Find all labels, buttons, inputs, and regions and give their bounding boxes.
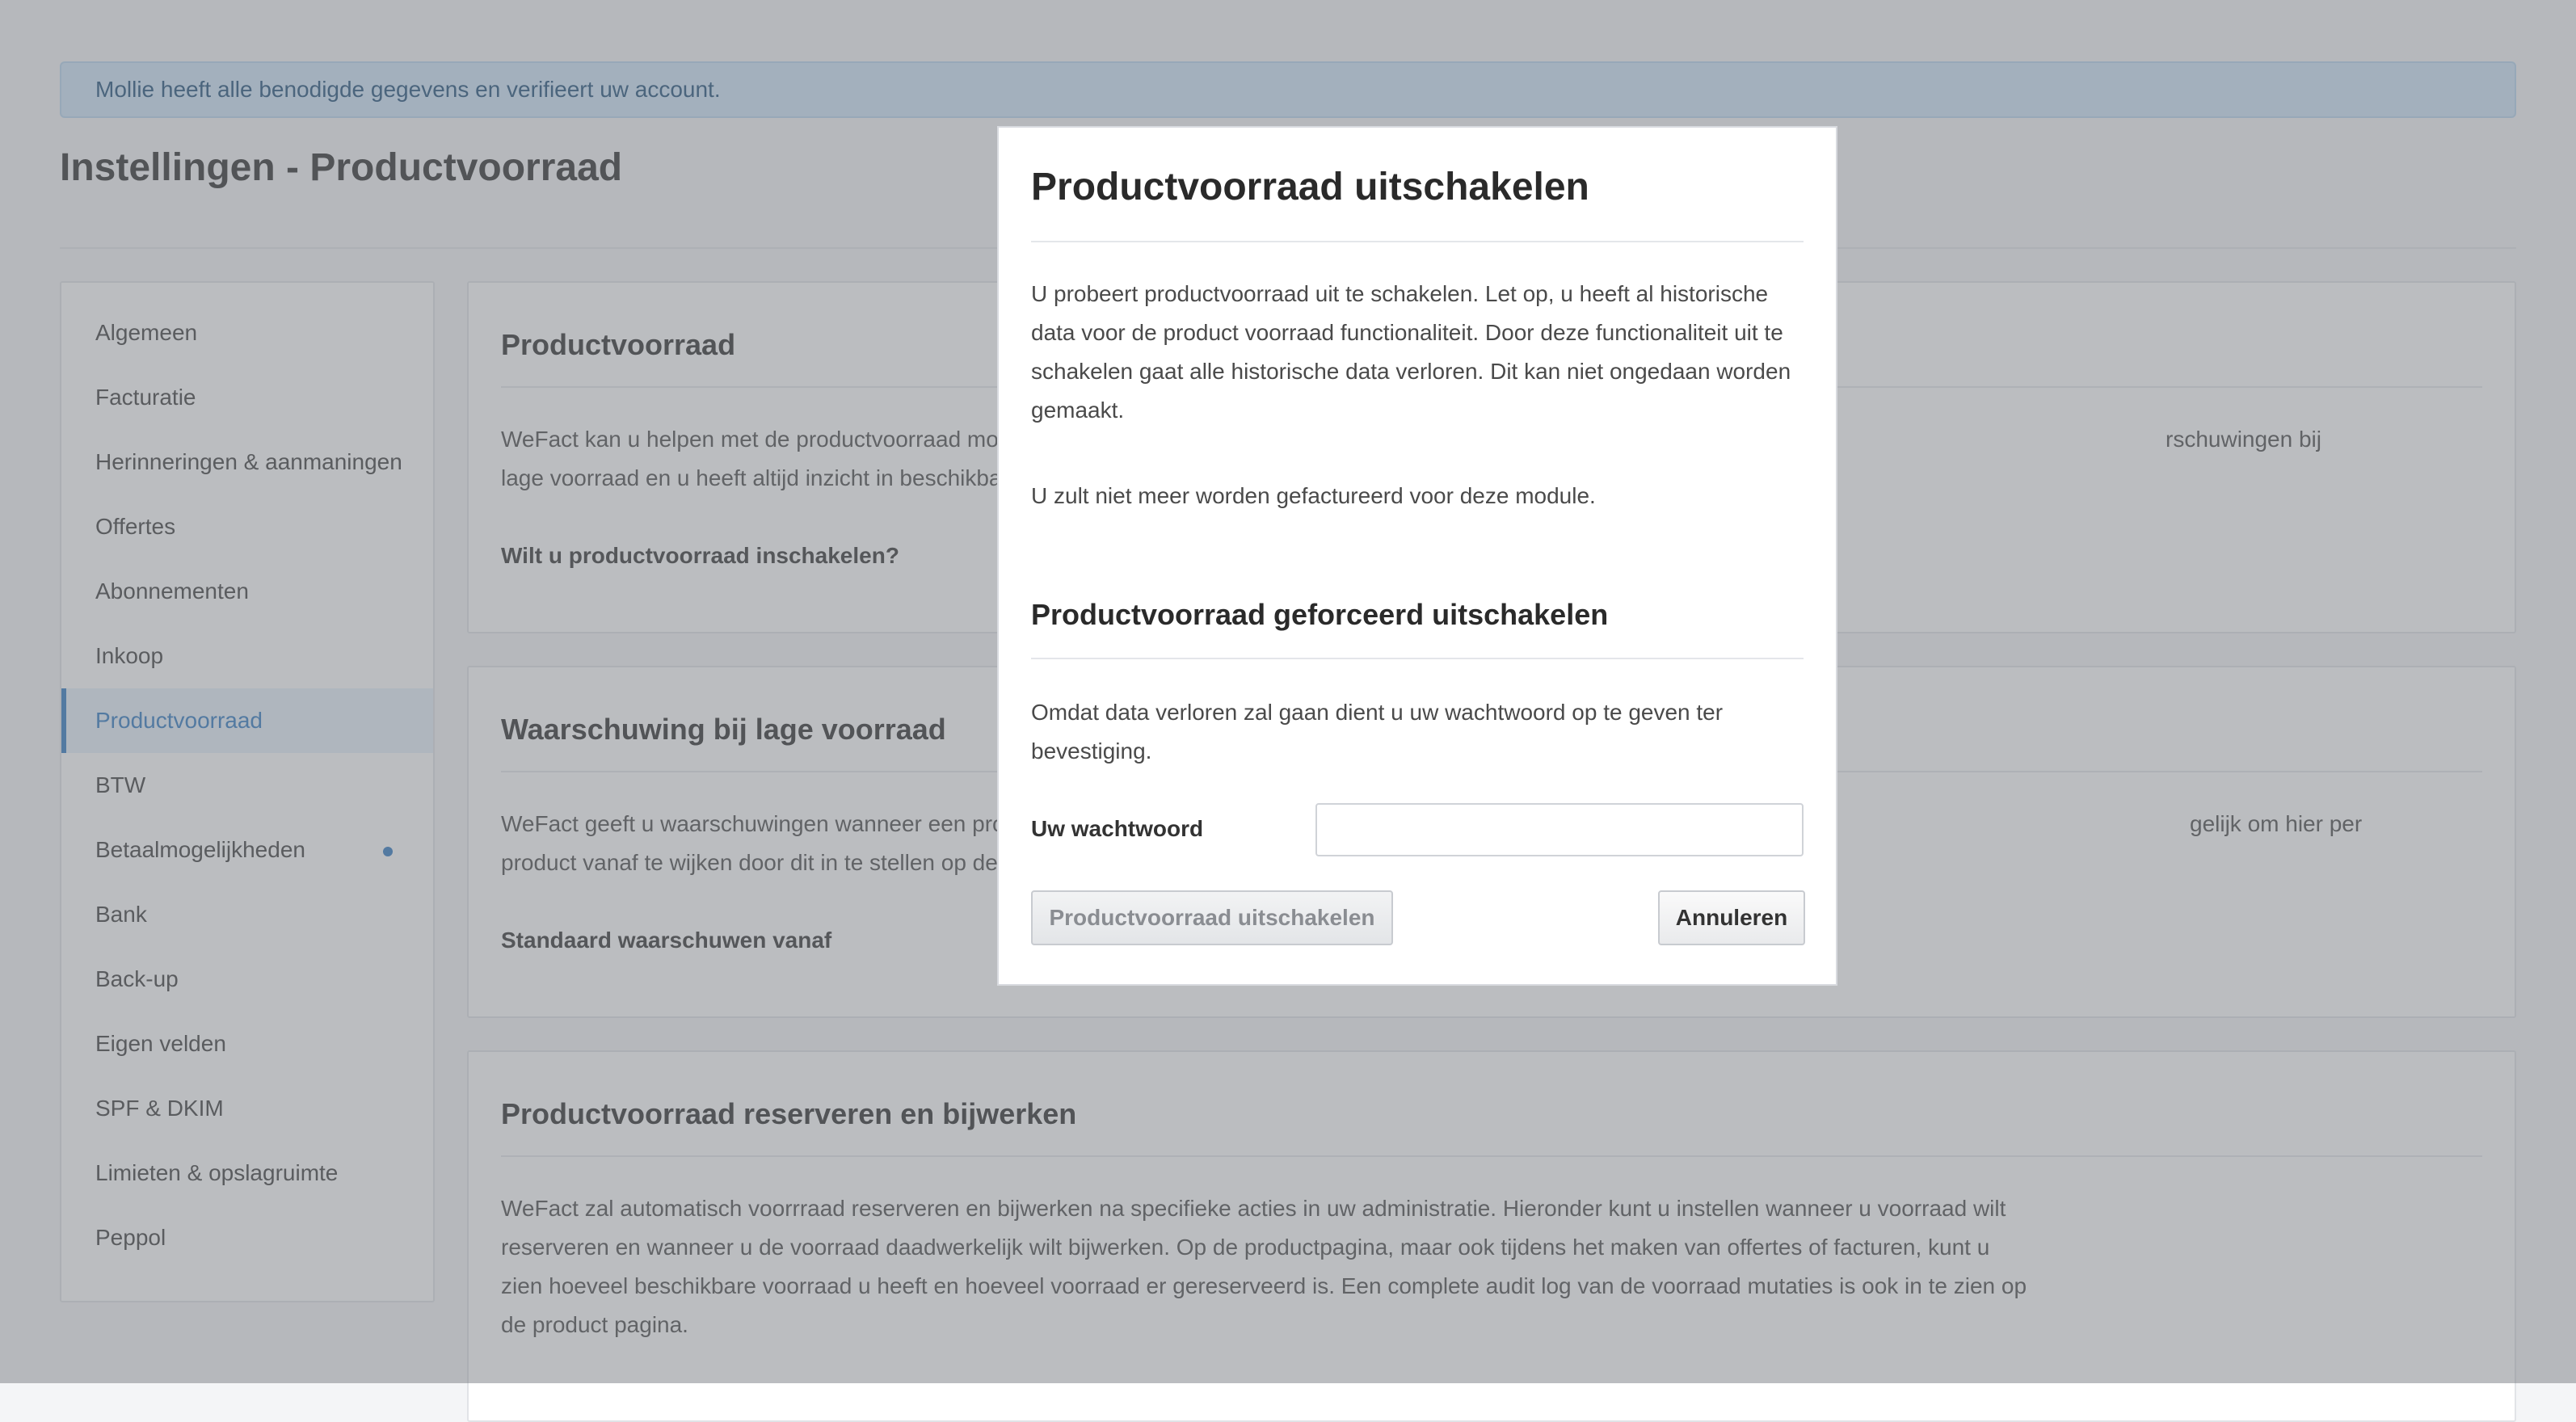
modal-divider [1031,241,1804,242]
disable-stock-modal [997,126,1837,986]
password-label: Uw wachtwoord [1031,816,1204,841]
modal-warning-text: U probeert productvoorraad uit te schakelen. Let op, u heeft al historische data voor de product voorraad functionaliteit. Door deze functionaliteit uit te schakelen gaat alle historische data verloren. Dit kan niet ongedaan worden gemaakt. [1031,281,1791,423]
disable-stock-button[interactable]: Productvoorraad uitschakelen [1031,890,1393,945]
modal-force-text: Omdat data verloren zal gaan dient u uw wachtwoord op te geven ter bevestiging. [1031,700,1724,764]
modal-divider [1031,658,1804,659]
modal-title: Productvoorraad uitschakelen [1031,166,1589,208]
cancel-button[interactable]: Annuleren [1658,890,1805,945]
modal-billing-note: U zult niet meer worden gefactureerd voor deze module. [1031,483,1596,508]
modal-force-title: Productvoorraad geforceerd uitschakelen [1031,598,1609,631]
password-input[interactable] [1315,803,1804,856]
